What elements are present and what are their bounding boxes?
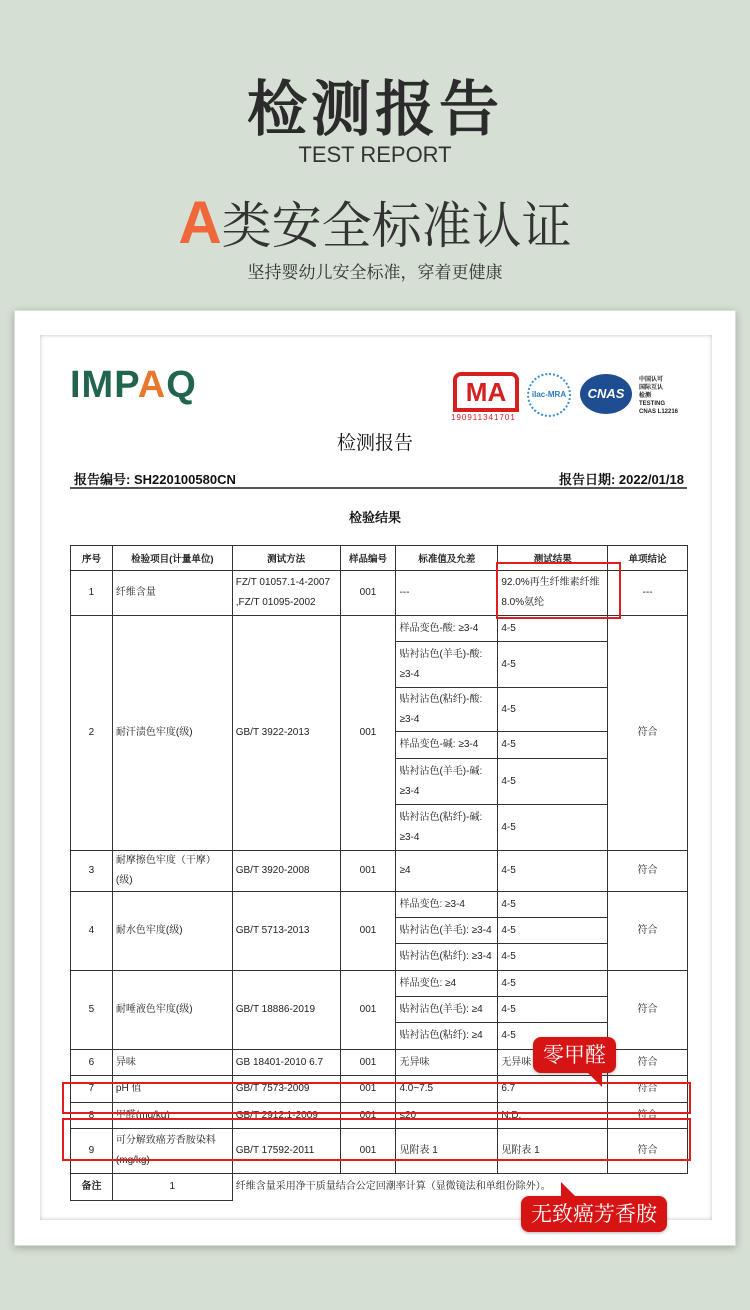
test-item: 耐汗渍色牢度(级) bbox=[112, 616, 232, 851]
test-method: GB 18401-2010 6.7 bbox=[232, 1050, 340, 1076]
standard-value: ≤20 bbox=[396, 1103, 498, 1129]
test-result: 4-5 bbox=[498, 1023, 608, 1050]
col-header: 单项结论 bbox=[608, 546, 688, 571]
standard-value: 无异味 bbox=[396, 1050, 498, 1076]
standard-value: 贴衬沾色(粘纤)-酸: ≥3-4 bbox=[396, 688, 498, 732]
standard-value: 贴衬沾色(粘纤): ≥3-4 bbox=[396, 944, 498, 971]
conclusion: 符合 bbox=[608, 1050, 688, 1076]
standard-value: 样品变色: ≥3-4 bbox=[396, 892, 498, 918]
sample-number: 001 bbox=[340, 1076, 396, 1103]
standard-value: --- bbox=[396, 571, 498, 616]
sample-number: 001 bbox=[340, 851, 396, 892]
report-title: 检测报告 bbox=[336, 432, 413, 454]
standard-value: 4.0~7.5 bbox=[396, 1076, 498, 1103]
test-result: 4-5 bbox=[498, 688, 608, 732]
tagline: 坚持婴幼儿安全标准，穿着更健康 bbox=[247, 263, 503, 283]
test-method: GB/T 2912.1-2009 bbox=[232, 1103, 340, 1129]
table-row bbox=[71, 971, 688, 997]
col-header: 测试方法 bbox=[232, 546, 340, 571]
conclusion: 符合 bbox=[608, 971, 688, 1050]
test-result: 6.7 bbox=[498, 1076, 608, 1103]
row-number: 6 bbox=[71, 1050, 113, 1076]
sample-number: 001 bbox=[340, 1103, 396, 1129]
test-method: GB/T 7573-2009 bbox=[232, 1076, 340, 1103]
test-item: pH 值 bbox=[112, 1076, 232, 1103]
standard-value: 样品变色-碱: ≥3-4 bbox=[396, 732, 498, 759]
headline bbox=[0, 186, 750, 258]
sample-number: 001 bbox=[340, 1050, 396, 1076]
test-item: 可分解致癌芳香胺染料(mg/kg) bbox=[112, 1129, 232, 1174]
test-method: GB/T 5713-2013 bbox=[232, 892, 340, 971]
test-result: 4-5 bbox=[498, 851, 608, 892]
page-title: 检测报告 bbox=[247, 75, 503, 145]
sample-number: 001 bbox=[340, 571, 396, 616]
report-number: 报告编号: SH220100580CN bbox=[74, 472, 236, 487]
col-header: 样品编号 bbox=[340, 546, 396, 571]
conclusion: 符合 bbox=[608, 1103, 688, 1129]
col-header: 标准值及允差 bbox=[396, 546, 498, 571]
standard-value: 贴衬沾色(粘纤): ≥4 bbox=[396, 1023, 498, 1050]
standard-value: 贴衬沾色(羊毛)-酸: ≥3-4 bbox=[396, 642, 498, 688]
test-method: GB/T 17592-2011 bbox=[232, 1129, 340, 1174]
cnas-logo: CNAS bbox=[580, 374, 632, 414]
standard-value: ≥4 bbox=[396, 851, 498, 892]
test-result: 4-5 bbox=[498, 759, 608, 805]
row-number: 8 bbox=[71, 1103, 113, 1129]
test-result: 4-5 bbox=[498, 642, 608, 688]
test-result: 4-5 bbox=[498, 944, 608, 971]
standard-value: 贴衬沾色(羊毛)-碱: ≥3-4 bbox=[396, 759, 498, 805]
test-method: GB/T 3920-2008 bbox=[232, 851, 340, 892]
conclusion: 符合 bbox=[608, 851, 688, 892]
sample-number: 001 bbox=[340, 971, 396, 1050]
test-result: 4-5 bbox=[498, 997, 608, 1023]
cma-logo: MA bbox=[453, 372, 519, 412]
ilac-mra-logo: ilac-MRA bbox=[527, 373, 571, 417]
test-item: 甲醛(mg/kg) bbox=[112, 1103, 232, 1129]
row-number: 9 bbox=[71, 1129, 113, 1174]
test-method: GB/T 18886-2019 bbox=[232, 971, 340, 1050]
test-method: FZ/T 01057.1-4-2007 ,FZ/T 01095-2002 bbox=[232, 571, 340, 616]
table-row bbox=[71, 851, 688, 892]
table-row bbox=[71, 892, 688, 918]
row-number: 2 bbox=[71, 616, 113, 851]
impaq-logo: IMPAQ bbox=[70, 364, 197, 406]
section-title: 检验结果 bbox=[348, 511, 401, 526]
test-result: 4-5 bbox=[498, 805, 608, 851]
amine-highlight-box bbox=[62, 1118, 691, 1161]
sample-number: 001 bbox=[340, 1129, 396, 1174]
headline-text: 类安全标准认证 bbox=[221, 197, 572, 255]
divider bbox=[70, 487, 687, 489]
conclusion: --- bbox=[608, 571, 688, 616]
remark-text: 纤维含量采用净干质量结合公定回潮率计算（显微镜法和单组份除外）。 bbox=[232, 1174, 687, 1201]
standard-value: 贴衬沾色(羊毛): ≥3-4 bbox=[396, 918, 498, 944]
test-result: 4-5 bbox=[498, 616, 608, 642]
standard-value: 贴衬沾色(羊毛): ≥4 bbox=[396, 997, 498, 1023]
col-header: 序号 bbox=[71, 546, 113, 571]
remark-label: 备注 bbox=[71, 1174, 113, 1201]
test-result: 见附表 1 bbox=[498, 1129, 608, 1174]
headline-letter: A bbox=[178, 189, 222, 256]
test-result: 92.0%再生纤维素纤维 8.0%氨纶 bbox=[498, 571, 608, 616]
test-result: N.D. bbox=[498, 1103, 608, 1129]
test-item: 异味 bbox=[112, 1050, 232, 1076]
conclusion: 符合 bbox=[608, 892, 688, 971]
test-result: 4-5 bbox=[498, 732, 608, 759]
col-header: 检验项目(计量单位) bbox=[112, 546, 232, 571]
standard-value: 贴衬沾色(粘纤)-碱: ≥3-4 bbox=[396, 805, 498, 851]
row-number: 3 bbox=[71, 851, 113, 892]
row-number: 1 bbox=[71, 571, 113, 616]
fiber-highlight-box bbox=[496, 562, 621, 619]
test-result: 4-5 bbox=[498, 918, 608, 944]
test-item: 纤维含量 bbox=[112, 571, 232, 616]
test-item: 耐摩擦色牢度（干摩）(级) bbox=[112, 851, 232, 892]
test-result: 无异味 bbox=[498, 1050, 608, 1076]
sample-number: 001 bbox=[340, 616, 396, 851]
standard-value: 见附表 1 bbox=[396, 1129, 498, 1174]
col-header: 测试结果 bbox=[498, 546, 608, 571]
conclusion: 符合 bbox=[608, 1129, 688, 1174]
page-subtitle: TEST REPORT bbox=[298, 142, 452, 167]
test-method: GB/T 3922-2013 bbox=[232, 616, 340, 851]
row-number: 5 bbox=[71, 971, 113, 1050]
test-result: 4-5 bbox=[498, 892, 608, 918]
sample-number: 001 bbox=[340, 892, 396, 971]
remark-number: 1 bbox=[112, 1174, 232, 1201]
row-number: 7 bbox=[71, 1076, 113, 1103]
standard-value: 样品变色-酸: ≥3-4 bbox=[396, 616, 498, 642]
conclusion: 符合 bbox=[608, 616, 688, 851]
amine-callout: 无致癌芳香胺 bbox=[521, 1196, 667, 1232]
cnas-text: 中国认可 国际互认 检测 TESTING CNAS L12216 bbox=[639, 377, 679, 415]
table-row bbox=[71, 616, 688, 642]
test-item: 耐水色牢度(级) bbox=[112, 892, 232, 971]
test-result: 4-5 bbox=[498, 971, 608, 997]
cma-number: 190911341701 bbox=[451, 413, 516, 422]
test-item: 耐唾液色牢度(级) bbox=[112, 971, 232, 1050]
standard-value: 样品变色: ≥4 bbox=[396, 971, 498, 997]
row-number: 4 bbox=[71, 892, 113, 971]
report-date: 报告日期: 2022/01/18 bbox=[558, 472, 684, 487]
formaldehyde-callout: 零甲醛 bbox=[533, 1037, 616, 1073]
conclusion: 符合 bbox=[608, 1076, 688, 1103]
